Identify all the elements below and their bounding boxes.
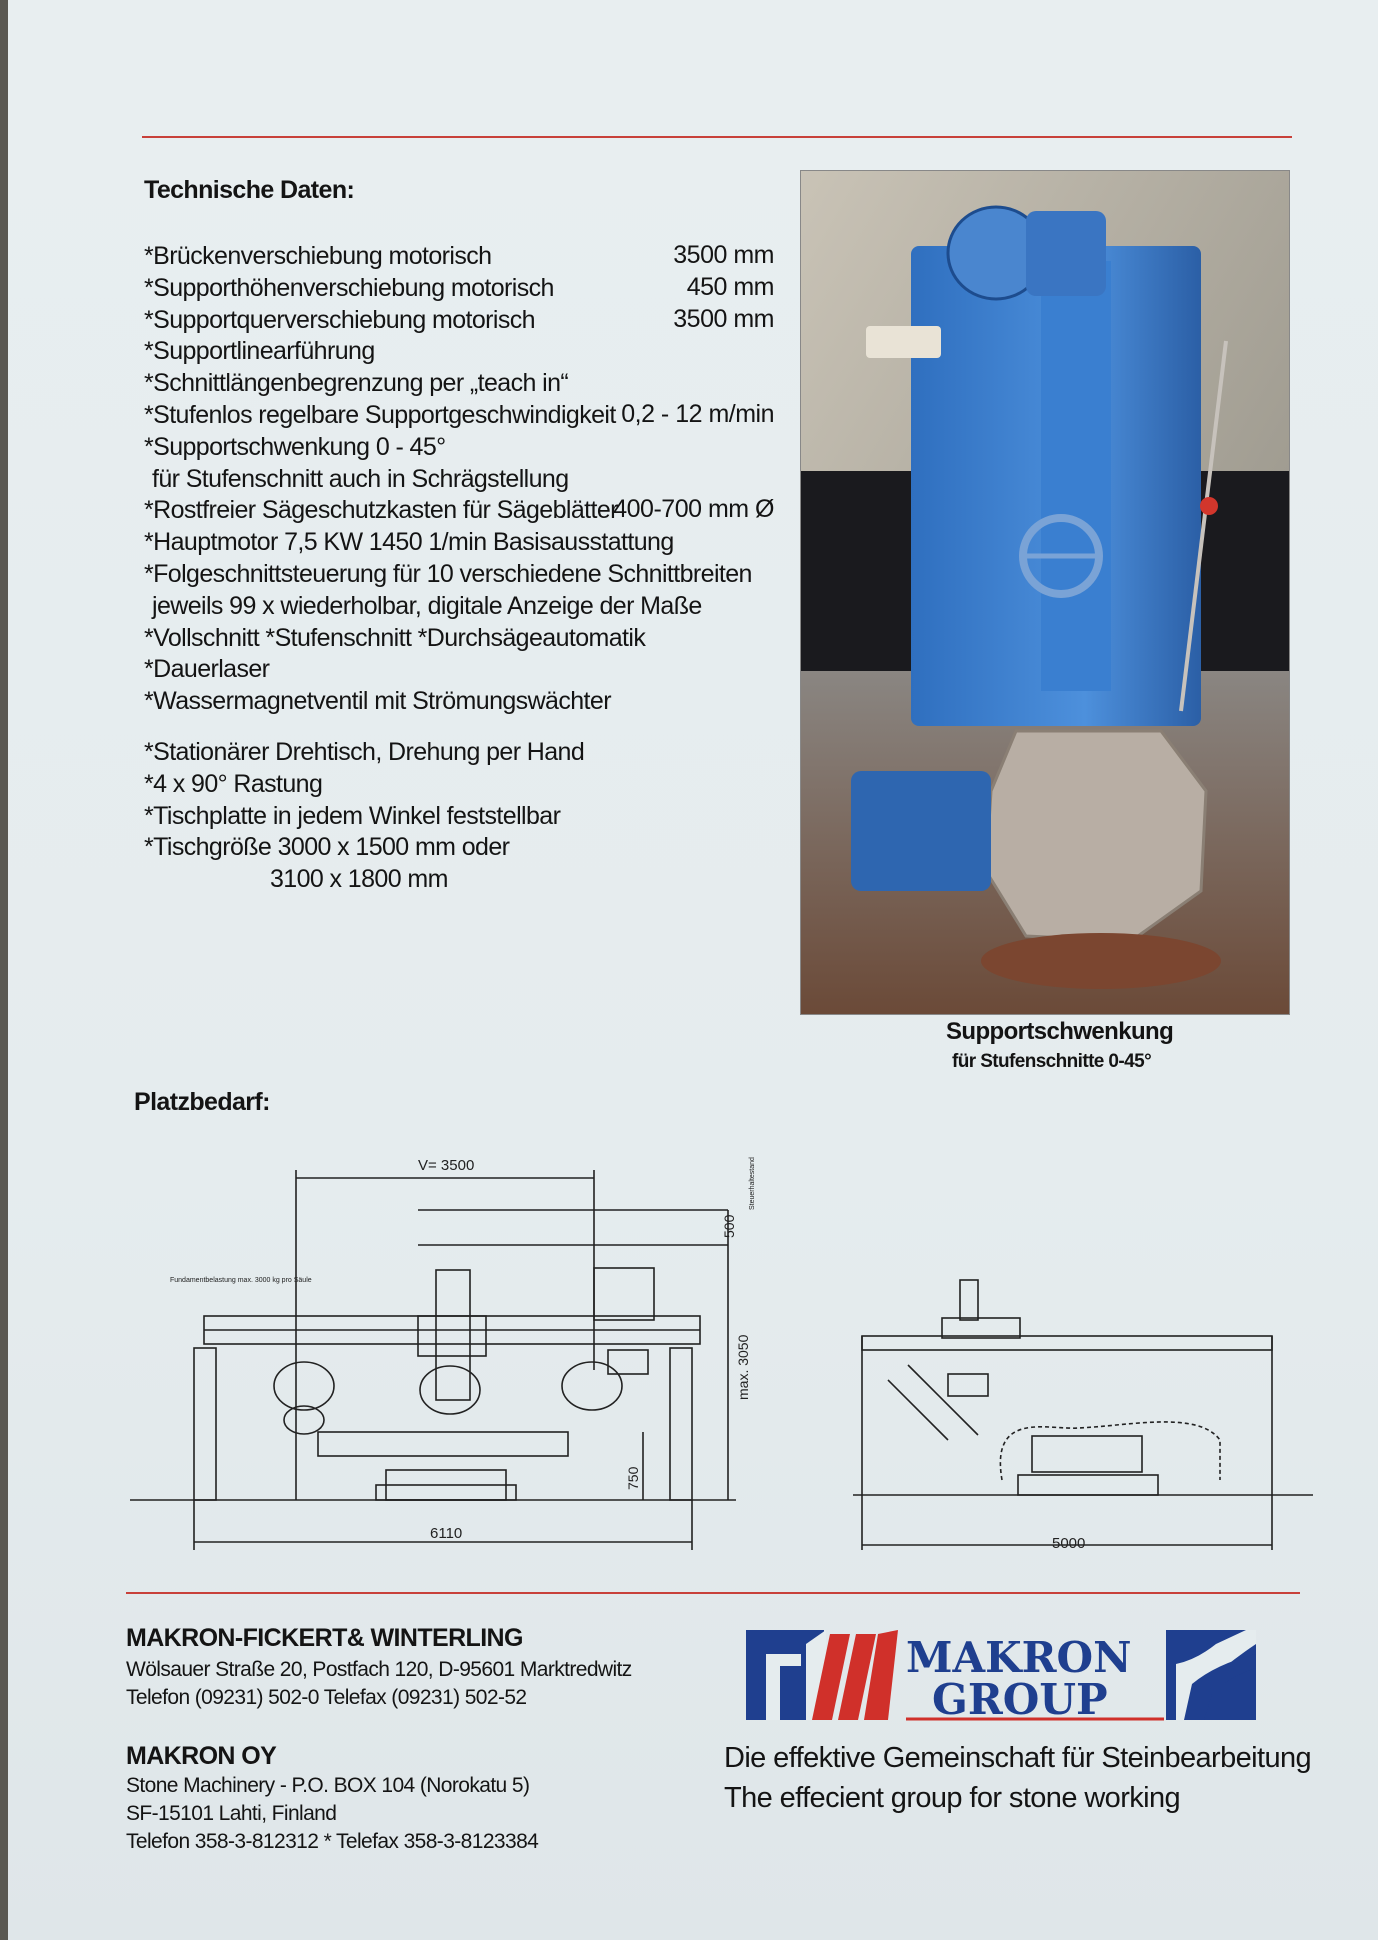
space-diagram <box>118 1150 1318 1570</box>
brochure-page <box>8 0 1378 1940</box>
table-spec-line: *Tischplatte in jedem Winkel feststellbar <box>144 801 561 830</box>
tagline-english: The effecient group for stone working <box>724 1782 1181 1814</box>
spec-line: *Vollschnitt *Stufenschnitt *Durchsägeautomatik <box>144 623 646 652</box>
photo-caption-title: Supportschwenkung <box>946 1018 1174 1045</box>
dim-3050-label: max. 3050 <box>735 1334 751 1400</box>
spec-line: *Supporthöhenverschiebung motorisch <box>144 273 554 302</box>
machine-photo <box>800 170 1290 1015</box>
table-spec-line: *4 x 90° Rastung <box>144 769 323 798</box>
table-spec-line: *Tischgröße 3000 x 1500 mm oder <box>144 833 510 862</box>
spec-value: 0,2 - 12 m/min <box>621 400 774 428</box>
spec-value: 400-700 mm Ø <box>613 495 774 524</box>
spec-value: 450 mm <box>686 272 774 301</box>
company1-phone: Telefon (09231) 502-0 Telefax (09231) 502-52 <box>126 1686 527 1709</box>
foundation-note: Fundamentbelastung max. 3000 kg pro Säule <box>170 1277 312 1284</box>
logo-text-group: GROUP <box>932 1675 1108 1724</box>
bottom-divider <box>126 1592 1300 1594</box>
spec-line: *Rostfreier Sägeschutzkasten für Sägeblätter <box>144 496 618 525</box>
dim-750-label: 750 <box>625 1466 641 1490</box>
spec-line: jeweils 99 x wiederholbar, digitale Anzeige der Maße <box>152 591 702 620</box>
spec-line: *Supportschwenkung 0 - 45° <box>144 432 446 461</box>
spec-line: für Stufenschnitt auch in Schrägstellung <box>152 464 569 493</box>
spec-line: *Supportquerverschiebung motorisch <box>144 305 535 334</box>
control-note: Steuerhaltestand <box>749 1157 756 1210</box>
machine-photo-illustration <box>801 171 1289 1014</box>
spec-line: *Stufenlos regelbare Supportgeschwindigkeit <box>144 401 616 429</box>
tagline-german: Die effektive Gemeinschaft für Steinbearbeitung <box>724 1742 1312 1774</box>
logo-text-makron: MAKRON <box>906 1633 1132 1682</box>
spec-value: 3500 mm <box>673 304 774 333</box>
photo-caption-subtitle: für Stufenschnitte 0-45° <box>952 1051 1152 1072</box>
company2-line3: Telefon 358-3-812312 * Telefax 358-3-8123384 <box>126 1830 539 1853</box>
spec-line: *Brückenverschiebung motorisch <box>144 242 492 270</box>
spec-line: *Hauptmotor 7,5 KW 1450 1/min Basisausstattung <box>144 528 674 557</box>
company1-name: MAKRON-FICKERT& WINTERLING <box>126 1624 523 1652</box>
dim-500-label: 500 <box>721 1214 737 1238</box>
dim-5000-label: 5000 <box>1052 1535 1086 1552</box>
dim-v-label: V= 3500 <box>418 1157 475 1174</box>
spec-line: *Wassermagnetventil mit Strömungswächter <box>144 687 611 716</box>
table-spec-line: 3100 x 1800 mm <box>270 865 448 894</box>
spec-line: *Supportlinearführung <box>144 337 375 366</box>
table-spec-line: *Stationärer Drehtisch, Drehung per Hand <box>144 738 585 766</box>
top-divider <box>142 136 1292 138</box>
company2-name: MAKRON OY <box>126 1742 277 1770</box>
company2-line2: SF-15101 Lahti, Finland <box>126 1802 337 1825</box>
makron-group-logo <box>746 1624 1256 1724</box>
technical-heading: Technische Daten: <box>144 176 355 204</box>
spec-line: *Schnittlängenbegrenzung per „teach in“ <box>144 369 569 398</box>
spec-line: *Folgeschnittsteuerung für 10 verschiedene Schnittbreiten <box>144 560 752 588</box>
space-heading: Platzbedarf: <box>134 1088 270 1116</box>
company2-line1: Stone Machinery - P.O. BOX 104 (Norokatu 5) <box>126 1774 530 1797</box>
dim-6110-label: 6110 <box>430 1525 463 1542</box>
spec-value: 3500 mm <box>673 241 774 269</box>
company1-address: Wölsauer Straße 20, Postfach 120, D-95601 Marktredwitz <box>126 1658 632 1681</box>
spec-line: *Dauerlaser <box>144 655 270 684</box>
